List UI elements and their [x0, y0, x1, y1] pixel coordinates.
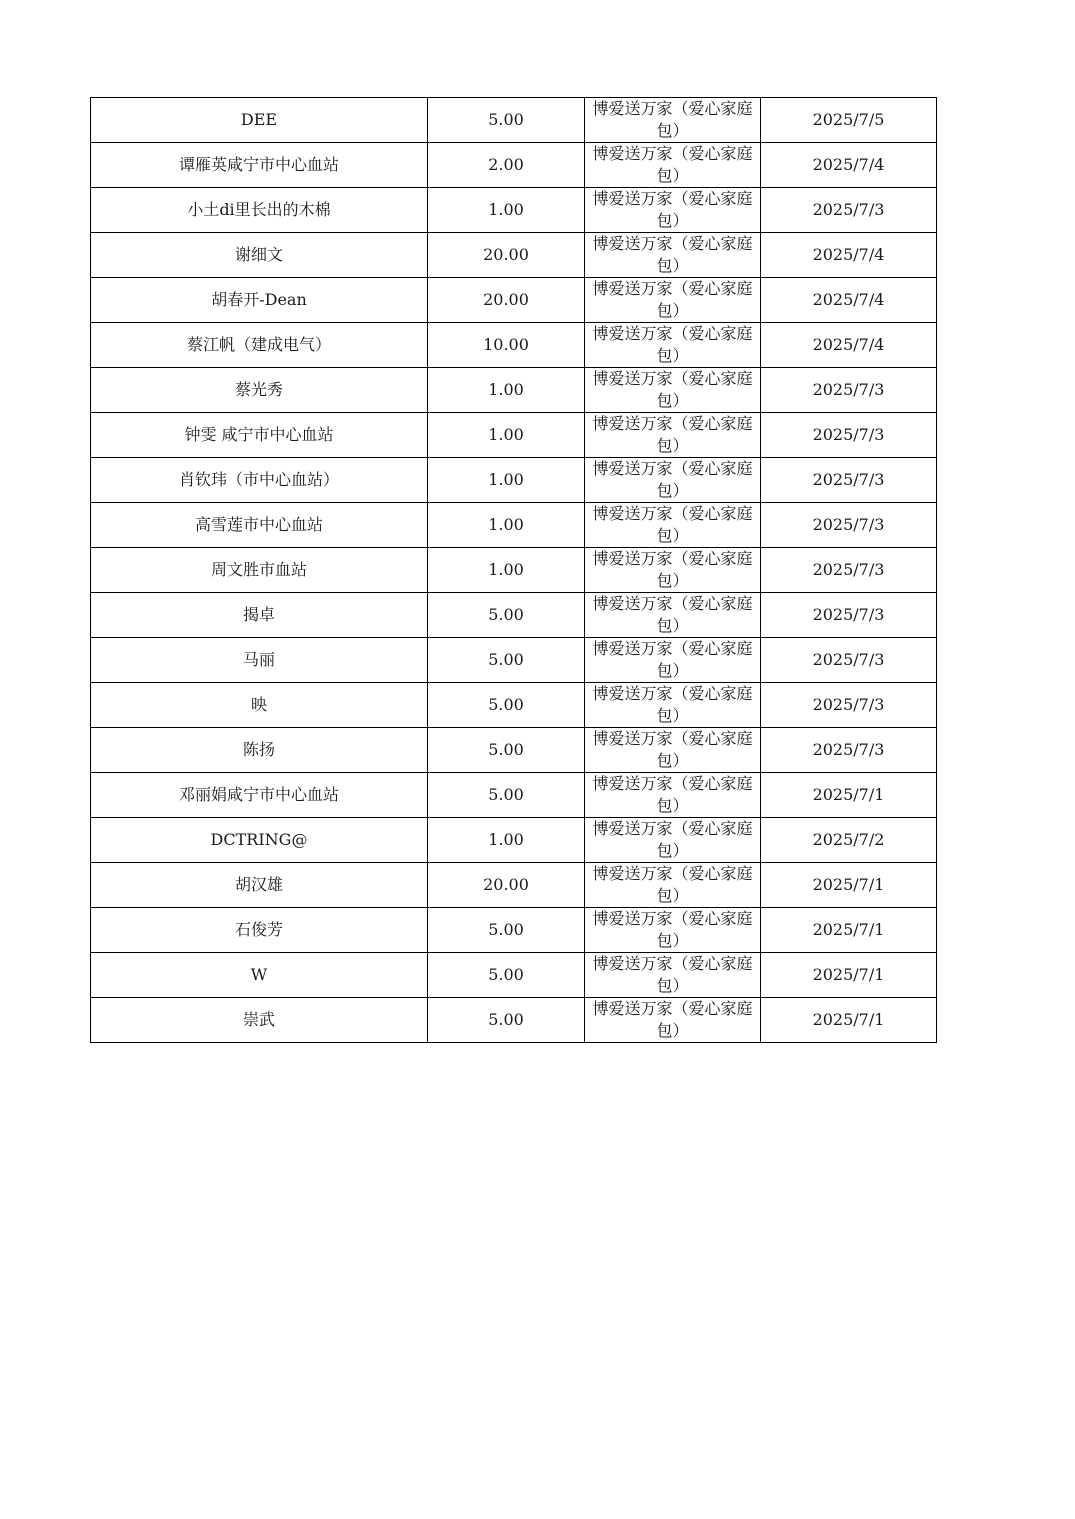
- amount-cell: 5.00: [428, 908, 585, 953]
- table-row: [91, 143, 937, 188]
- table-row: [91, 413, 937, 458]
- donor-name-cell: 谢细文: [91, 233, 428, 278]
- date-cell: 2025/7/1: [761, 908, 937, 953]
- amount-cell: 5.00: [428, 593, 585, 638]
- table-row: [91, 818, 937, 863]
- donor-name-cell: DCTRING@: [91, 818, 428, 863]
- donor-name-cell: 揭卓: [91, 593, 428, 638]
- date-cell: 2025/7/1: [761, 953, 937, 998]
- project-cell: 博爱送万家（爱心家庭包）: [585, 593, 761, 638]
- donor-name-cell: W: [91, 953, 428, 998]
- project-cell: 博爱送万家（爱心家庭包）: [585, 323, 761, 368]
- table-row: [91, 188, 937, 233]
- date-cell: 2025/7/1: [761, 863, 937, 908]
- project-cell: 博爱送万家（爱心家庭包）: [585, 188, 761, 233]
- table-row: [91, 638, 937, 683]
- date-cell: 2025/7/3: [761, 458, 937, 503]
- date-cell: 2025/7/5: [761, 98, 937, 143]
- donor-name-cell: 钟雯 咸宁市中心血站: [91, 413, 428, 458]
- project-cell: 博爱送万家（爱心家庭包）: [585, 863, 761, 908]
- donation-table-body: [91, 98, 937, 1043]
- project-cell: 博爱送万家（爱心家庭包）: [585, 908, 761, 953]
- amount-cell: 5.00: [428, 953, 585, 998]
- amount-cell: 5.00: [428, 638, 585, 683]
- amount-cell: 1.00: [428, 818, 585, 863]
- table-row: [91, 953, 937, 998]
- table-row: [91, 503, 937, 548]
- donor-name-cell: 谭雁英咸宁市中心血站: [91, 143, 428, 188]
- donor-name-cell: 马丽: [91, 638, 428, 683]
- project-cell: 博爱送万家（爱心家庭包）: [585, 728, 761, 773]
- table-row: [91, 908, 937, 953]
- date-cell: 2025/7/3: [761, 593, 937, 638]
- amount-cell: 1.00: [428, 503, 585, 548]
- date-cell: 2025/7/3: [761, 368, 937, 413]
- date-cell: 2025/7/4: [761, 278, 937, 323]
- amount-cell: 1.00: [428, 548, 585, 593]
- amount-cell: 1.00: [428, 188, 585, 233]
- date-cell: 2025/7/3: [761, 413, 937, 458]
- date-cell: 2025/7/3: [761, 548, 937, 593]
- donor-name-cell: 小土di里长出的木棉: [91, 188, 428, 233]
- donor-name-cell: 胡汉雄: [91, 863, 428, 908]
- donor-name-cell: 肖钦玮（市中心血站）: [91, 458, 428, 503]
- date-cell: 2025/7/4: [761, 143, 937, 188]
- project-cell: 博爱送万家（爱心家庭包）: [585, 998, 761, 1043]
- donor-name-cell: 映: [91, 683, 428, 728]
- date-cell: 2025/7/1: [761, 998, 937, 1043]
- table-row: [91, 773, 937, 818]
- project-cell: 博爱送万家（爱心家庭包）: [585, 683, 761, 728]
- project-cell: 博爱送万家（爱心家庭包）: [585, 458, 761, 503]
- donor-name-cell: 石俊芳: [91, 908, 428, 953]
- date-cell: 2025/7/3: [761, 683, 937, 728]
- table-row: [91, 863, 937, 908]
- amount-cell: 20.00: [428, 863, 585, 908]
- table-row: [91, 278, 937, 323]
- date-cell: 2025/7/3: [761, 728, 937, 773]
- date-cell: 2025/7/3: [761, 638, 937, 683]
- amount-cell: 1.00: [428, 413, 585, 458]
- amount-cell: 5.00: [428, 98, 585, 143]
- project-cell: 博爱送万家（爱心家庭包）: [585, 638, 761, 683]
- table-row: [91, 233, 937, 278]
- donor-name-cell: DEE: [91, 98, 428, 143]
- amount-cell: 2.00: [428, 143, 585, 188]
- donor-name-cell: 陈扬: [91, 728, 428, 773]
- table-row: [91, 683, 937, 728]
- project-cell: 博爱送万家（爱心家庭包）: [585, 143, 761, 188]
- donor-name-cell: 胡春开-Dean: [91, 278, 428, 323]
- amount-cell: 5.00: [428, 773, 585, 818]
- table-row: [91, 368, 937, 413]
- date-cell: 2025/7/4: [761, 233, 937, 278]
- project-cell: 博爱送万家（爱心家庭包）: [585, 548, 761, 593]
- amount-cell: 10.00: [428, 323, 585, 368]
- amount-cell: 5.00: [428, 728, 585, 773]
- table-row: [91, 998, 937, 1043]
- amount-cell: 1.00: [428, 368, 585, 413]
- project-cell: 博爱送万家（爱心家庭包）: [585, 98, 761, 143]
- donor-name-cell: 蔡光秀: [91, 368, 428, 413]
- table-row: [91, 458, 937, 503]
- date-cell: 2025/7/3: [761, 188, 937, 233]
- amount-cell: 1.00: [428, 458, 585, 503]
- table-row: [91, 728, 937, 773]
- project-cell: 博爱送万家（爱心家庭包）: [585, 773, 761, 818]
- project-cell: 博爱送万家（爱心家庭包）: [585, 503, 761, 548]
- project-cell: 博爱送万家（爱心家庭包）: [585, 278, 761, 323]
- date-cell: 2025/7/1: [761, 773, 937, 818]
- amount-cell: 5.00: [428, 683, 585, 728]
- date-cell: 2025/7/4: [761, 323, 937, 368]
- table-row: [91, 98, 937, 143]
- amount-cell: 20.00: [428, 233, 585, 278]
- donation-table: [90, 97, 937, 1043]
- donor-name-cell: 蔡江帆（建成电气）: [91, 323, 428, 368]
- donor-name-cell: 邓丽娟咸宁市中心血站: [91, 773, 428, 818]
- project-cell: 博爱送万家（爱心家庭包）: [585, 368, 761, 413]
- table-row: [91, 548, 937, 593]
- project-cell: 博爱送万家（爱心家庭包）: [585, 233, 761, 278]
- table-row: [91, 593, 937, 638]
- amount-cell: 20.00: [428, 278, 585, 323]
- donor-name-cell: 崇武: [91, 998, 428, 1043]
- project-cell: 博爱送万家（爱心家庭包）: [585, 953, 761, 998]
- project-cell: 博爱送万家（爱心家庭包）: [585, 413, 761, 458]
- amount-cell: 5.00: [428, 998, 585, 1043]
- date-cell: 2025/7/2: [761, 818, 937, 863]
- donor-name-cell: 周文胜市血站: [91, 548, 428, 593]
- donor-name-cell: 高雪莲市中心血站: [91, 503, 428, 548]
- table-row: [91, 323, 937, 368]
- date-cell: 2025/7/3: [761, 503, 937, 548]
- project-cell: 博爱送万家（爱心家庭包）: [585, 818, 761, 863]
